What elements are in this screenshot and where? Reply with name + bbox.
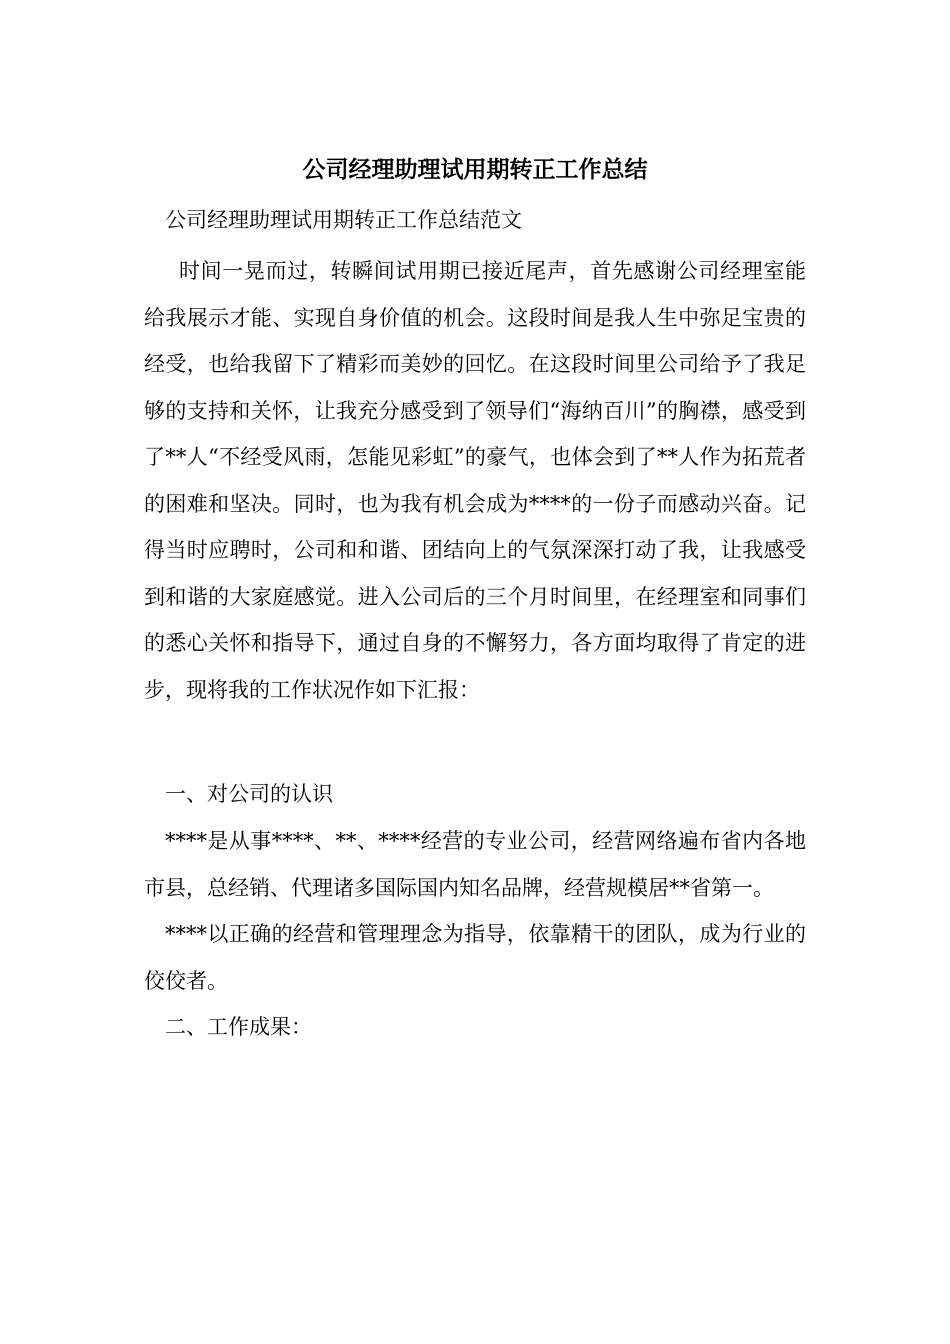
company-paragraph-1: ****是从事****、**、****经营的专业公司，经营网络遍布省内各地市县，总经销、代理诸多国际国内知名品牌，经营规模居**省第一。 (144, 829, 806, 900)
intro-paragraph: 时间一晃而过，转瞬间试用期已接近尾声，首先感谢公司经理室能给我展示才能、实现自身价值的机会。这段时间是我人生中弥足宝贵的经受，也给我留下了精彩而美妙的回忆。在这段时间里公司给予了我足够的支持和关怀，让我充分感受到了领导们“海纳百川”的胸襟，感受到了**人“不经受风雨，怎能见彩虹”的豪气，也体会到了**人作为拓荒者的困难和坚决。同时，也为我有机会成为****的一份子而感动兴奋。记得当时应聘时，公司和和谐、团结向上的气氛深深打动了我，让我感受到和谐的大家庭感觉。进入公司后的三个月时间里，在经理室和同事们的悉心关怀和指导下，通过自身的不懈努力，各方面均取得了肯定的进步，现将我的工作状况作如下汇报： (144, 259, 806, 702)
document-subtitle: 公司经理助理试用期转正工作总结范文 (165, 208, 522, 232)
section-heading-company: 一、对公司的认识 (165, 782, 333, 806)
company-paragraph-2: ****以正确的经营和管理理念为指导，依靠精干的团队，成为行业的佼佼者。 (144, 922, 806, 993)
section-heading-results: 二、工作成果： (165, 1015, 312, 1039)
document-title: 公司经理助理试用期转正工作总结 (302, 157, 648, 183)
paragraph-spacer (144, 713, 806, 771)
document-page (144, 150, 806, 1051)
